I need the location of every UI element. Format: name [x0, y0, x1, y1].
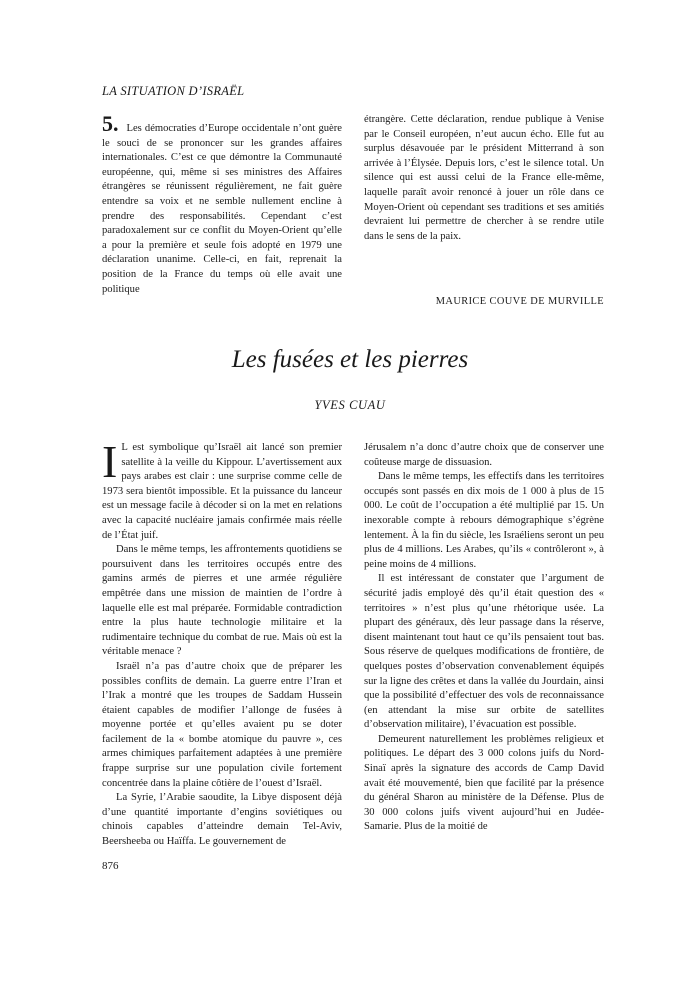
article-paragraph: Demeurent naturellement les problèmes religieux et politiques. Le départ des 3 000 colons juifs du Nord-Sinaï après la signature des accords de Camp David avait été mouvementé, bien que facilité par la présence du général Sharon au ministère de la Défense. Plus de 30 000 colons juifs vivent aujourd’hui en Judée-Samarie. Plus de la moitié de	[364, 733, 604, 833]
section-number: 5.	[102, 111, 119, 136]
article-paragraph: Il est intéressant de constater que l’argument de sécurité jadis employé dès qu’il était question des « territoires » n’est plus qu’une rhétorique usée. La plupart des généraux, dès leur passage dans la réserve, disent maintenant tout haut ce qu’ils pensaient tout bas. Sous réserve de quelques modifications de frontière, de quelques postes d’observation convenablement équipés sur la ligne des crêtes et dans la vallée du Jourdain, ainsi que la possibilité d’effectuer des vols de reconnaissance (en attendant la mise sur orbite de satellites d’observation militaire), l’évacuation est possible.	[364, 573, 604, 731]
drop-cap: I	[102, 436, 118, 487]
previous-article-right-column	[364, 113, 604, 244]
article-right-column	[364, 441, 604, 835]
paragraph-text: L est symbolique qu’Israël ait lancé son premier satellite à la veille du Kippour. L’avertissement aux pays arabes est clair : une surprise comme celle de 1973 sera bientôt impossible. Et la puissance du lanceur est un message facile à décoder si on la met en relations avec la capacité nucléaire jamais confirmée mais réelle de l’État juif.	[102, 442, 342, 541]
article-author: YVES CUAU	[314, 398, 386, 412]
author-signature: MAURICE COUVE DE MURVILLE	[435, 296, 604, 307]
article-title: Les fusées et les pierres	[231, 346, 469, 373]
article-paragraph	[102, 436, 342, 543]
previous-article-paragraph	[102, 111, 342, 297]
previous-article-left-column	[102, 111, 342, 297]
paragraph-text: Les démocraties d’Europe occidentale n’ont guère le souci de se prononcer sur les grandes affaires internationales. C’est ce que démontre la Communauté européenne, qui, même si ses ministres des Affaires étrangères se réunissent régulièrement, ne fait guère entendre sa voix et ne semble nullement encline à prendre des responsabilités. Cependant c’est paradoxalement sur ce conflit du Moyen-Orient qu’elle a pour la première et seule fois adopté en 1979 une déclaration unanime. Celle-ci, en fait, reprenait la position de la France du temps où elle avait une politique	[102, 123, 342, 295]
page-number: 876	[102, 860, 119, 872]
previous-article-paragraph: étrangère. Cette déclaration, rendue publique à Venise par le Conseil européen, n’eut aucun écho. Elle fut au surplus désavouée par le président Mitterrand à son arrivée à l’Élysée. Depuis lors, c’est le silence total. Un silence qui est aussi celui de la France elle-même, laquelle paraît avoir renoncé à jouer un rôle dans ce Moyen-Orient où cependant ses traditions et ses amitiés devraient lui permettre de chercher à se rendre utile dans le sens de la paix.	[364, 114, 604, 242]
article-paragraph: Jérusalem n’a donc d’autre choix que de conserver une coûteuse marge de dissuasion.	[364, 442, 604, 468]
article-paragraph: Israël n’a pas d’autre choix que de préparer les possibles conflits de demain. La guerre entre l’Iran et l’Irak a montré que les troupes de Saddam Hussein étaient capables de modifier l’allonge de fusées à moyenne portée et qu’elles avaient pu se doter facilement de la « bombe atomique du pauvre », ces armes chimiques parfaitement adaptées à une première frappe surprise sur une population civile fortement concentrée dans la plaine côtière de l’ouest d’Israël.	[102, 660, 342, 789]
article-left-column	[102, 436, 342, 850]
article-paragraph: La Syrie, l’Arabie saoudite, la Libye disposent déjà d’une quantité importante d’engins soviétiques ou chinois capables d’atteindre demain Tel-Aviv, Beersheeba ou Haïffa. Le gouvernement de	[102, 792, 342, 848]
article-paragraph: Dans le même temps, les effectifs dans les territoires occupés sont passés en dix mois de 1 000 à plus de 15 000. Le coût de l’occupation a été multiplié par 15. Un inexorable compte à rebours démographique s’égrène lentement. À la fin du siècle, les Israéliens seront un peu plus de 4 millions. Les Arabes, qu’ils « contrôleront », à peine moins de 4 millions.	[364, 471, 604, 570]
article-paragraph: Dans le même temps, les affrontements quotidiens se poursuivent dans les territoires occupés entre des gamins armés de pierres et une armée régulière empêtrée dans une mission de maintien de l’ordre à laquelle elle est mal préparée. Formidable contradiction entre la plus haute technologie militaire et la rudimentaire technique du combat de rue. Mais où est la véritable menace ?	[102, 544, 342, 658]
running-head: LA SITUATION D’ISRAËL	[102, 84, 245, 98]
